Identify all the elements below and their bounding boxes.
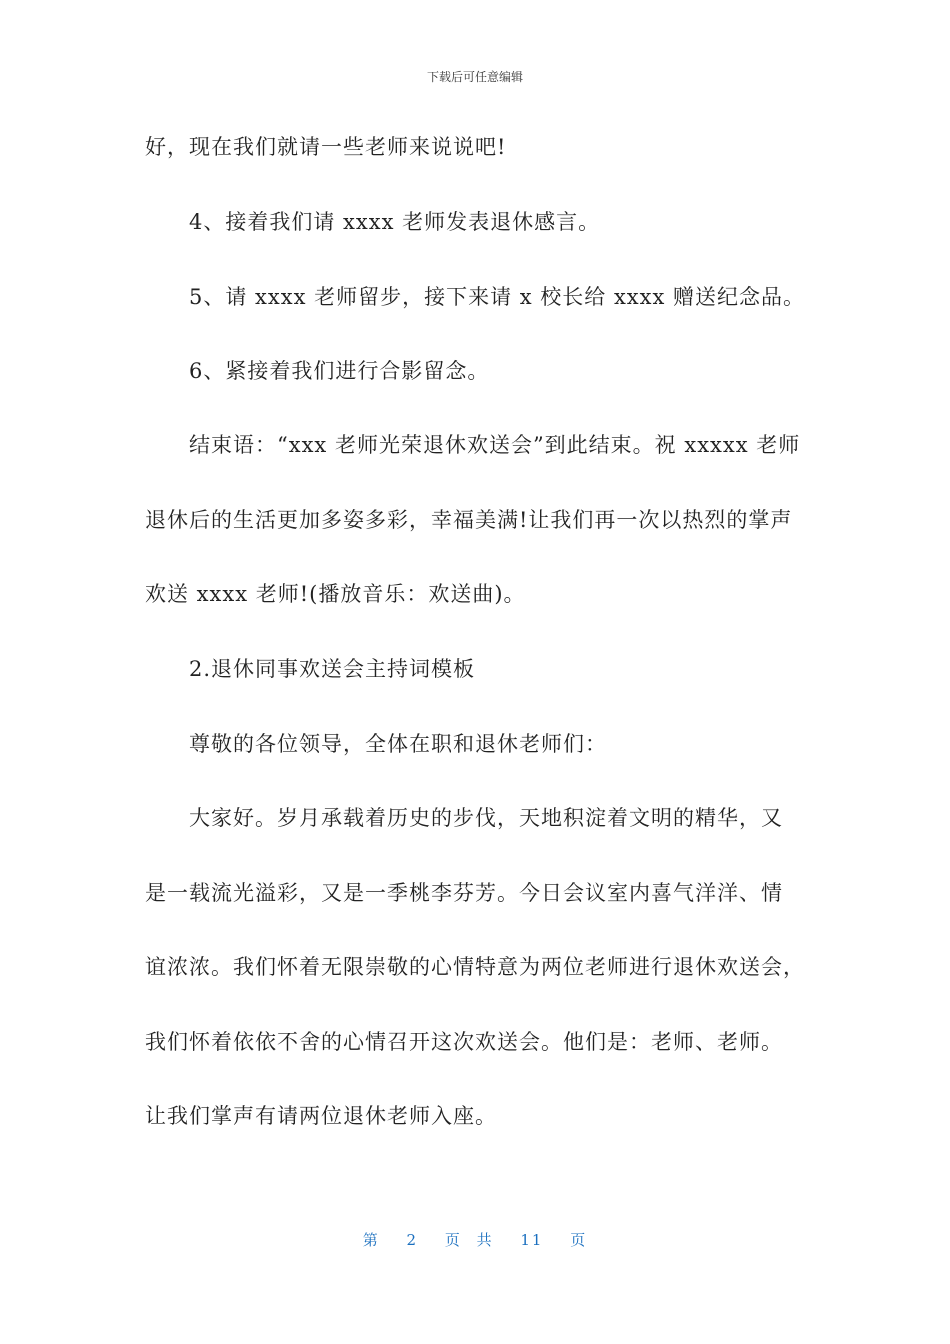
body-line: 6、紧接着我们进行合影留念。 <box>189 359 490 383</box>
header-note: 下载后可任意编辑 <box>426 70 523 84</box>
body-line: 欢送 xxxx 老师!(播放音乐：欢送曲)。 <box>145 582 526 606</box>
body-line: 退休后的生活更加多姿多彩，幸福美满!让我们再一次以热烈的掌声 <box>145 508 793 532</box>
footer-suffix: 页 <box>570 1231 588 1249</box>
footer-page-number: 2 <box>406 1231 419 1249</box>
body-line: 尊敬的各位领导，全体在职和退休老师们： <box>189 732 607 756</box>
body-line: 4、接着我们请 xxxx 老师发表退休感言。 <box>189 210 601 234</box>
body-line: 好，现在我们就请一些老师来说说吧! <box>145 135 507 159</box>
body-line: 结束语：“xxx 老师光荣退休欢送会”到此结束。祝 xxxxx 老师 <box>189 433 801 457</box>
body-line: 大家好。岁月承载着历史的步伐，天地积淀着文明的精华，又 <box>189 806 783 830</box>
footer-total-pages: 11 <box>520 1231 544 1249</box>
footer-middle: 页 共 <box>444 1231 494 1249</box>
body-line: 谊浓浓。我们怀着无限崇敬的心情特意为两位老师进行退休欢送会， <box>145 955 805 979</box>
footer-prefix: 第 <box>362 1231 380 1249</box>
page-footer <box>0 1229 950 1250</box>
body-line: 我们怀着依依不舍的心情召开这次欢送会。他们是：老师、老师。 <box>145 1030 783 1054</box>
body-line: 5、请 xxxx 老师留步，接下来请 x 校长给 xxxx 赠送纪念品。 <box>189 285 806 309</box>
section-heading: 2.退休同事欢送会主持词模板 <box>189 657 476 681</box>
body-line: 是一载流光溢彩，又是一季桃李芬芳。今日会议室内喜气洋洋、情 <box>145 881 783 905</box>
body-line: 让我们掌声有请两位退休老师入座。 <box>145 1104 497 1128</box>
